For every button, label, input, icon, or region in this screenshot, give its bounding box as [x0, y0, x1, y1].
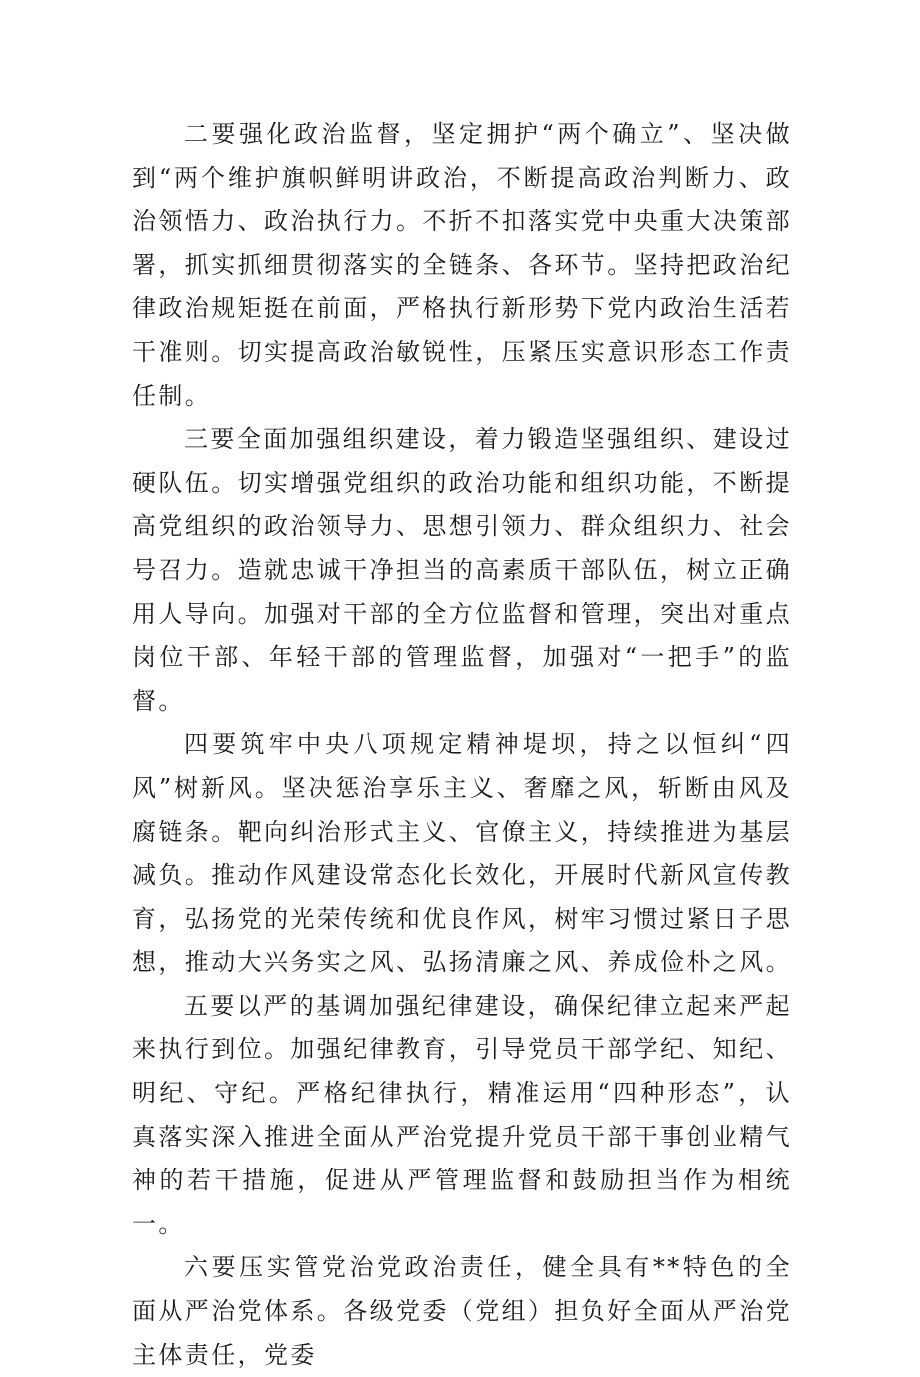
paragraph-eight-regulations: 四要筑牢中央八项规定精神堤坝，持之以恒纠“四风”树新风。坚决惩治享乐主义、奢靡之风，斩断由风及腐链条。靶向纠治形式主义、官僚主义，持续推进为基层减负。推动作风建设常态化长效化，开展时代新风宣传教育，弘扬党的光荣传统和优良作风，树牢习惯过紧日子思想，推动大兴务实之风、弘扬清廉之风、养成俭朴之风。	[132, 730, 792, 977]
paragraph-party-responsibility: 六要压实管党治党政治责任，健全具有**特色的全面从严治党体系。各级党委（党组）担负好全面从严治党主体责任，党委	[132, 1253, 792, 1369]
paragraph-political-supervision: 二要强化政治监督，坚定拥护“两个确立”、坚决做到“两个维护旗帜鲜明讲政治，不断提高政治判断力、政治领悟力、政治执行力。不折不扣落实党中央重大决策部署，抓实抓细贯彻落实的全链条、各环节。坚持把政治纪律政治规矩挺在前面，严格执行新形势下党内政治生活若干准则。切实提高政治敏锐性，压紧压实意识形态工作责任制。	[132, 120, 792, 410]
body-text	[132, 113, 792, 1377]
paragraph-organization-building: 三要全面加强组织建设，着力锻造坚强组织、建设过硬队伍。切实增强党组织的政治功能和组织功能，不断提高党组织的政治领导力、思想引领力、群众组织力、社会号召力。造就忠诚干净担当的高素质干部队伍，树立正确用人导向。加强对干部的全方位监督和管理，突出对重点岗位干部、年轻干部的管理监督，加强对“一把手”的监督。	[132, 425, 792, 715]
paragraph-discipline-building: 五要以严的基调加强纪律建设，确保纪律立起来严起来执行到位。加强纪律教育，引导党员干部学纪、知纪、明纪、守纪。严格纪律执行，精准运用“四种形态”，认真落实深入推进全面从严治党提升党员干部干事创业精气神的若干措施，促进从严管理监督和鼓励担当作为相统一。	[132, 991, 792, 1238]
